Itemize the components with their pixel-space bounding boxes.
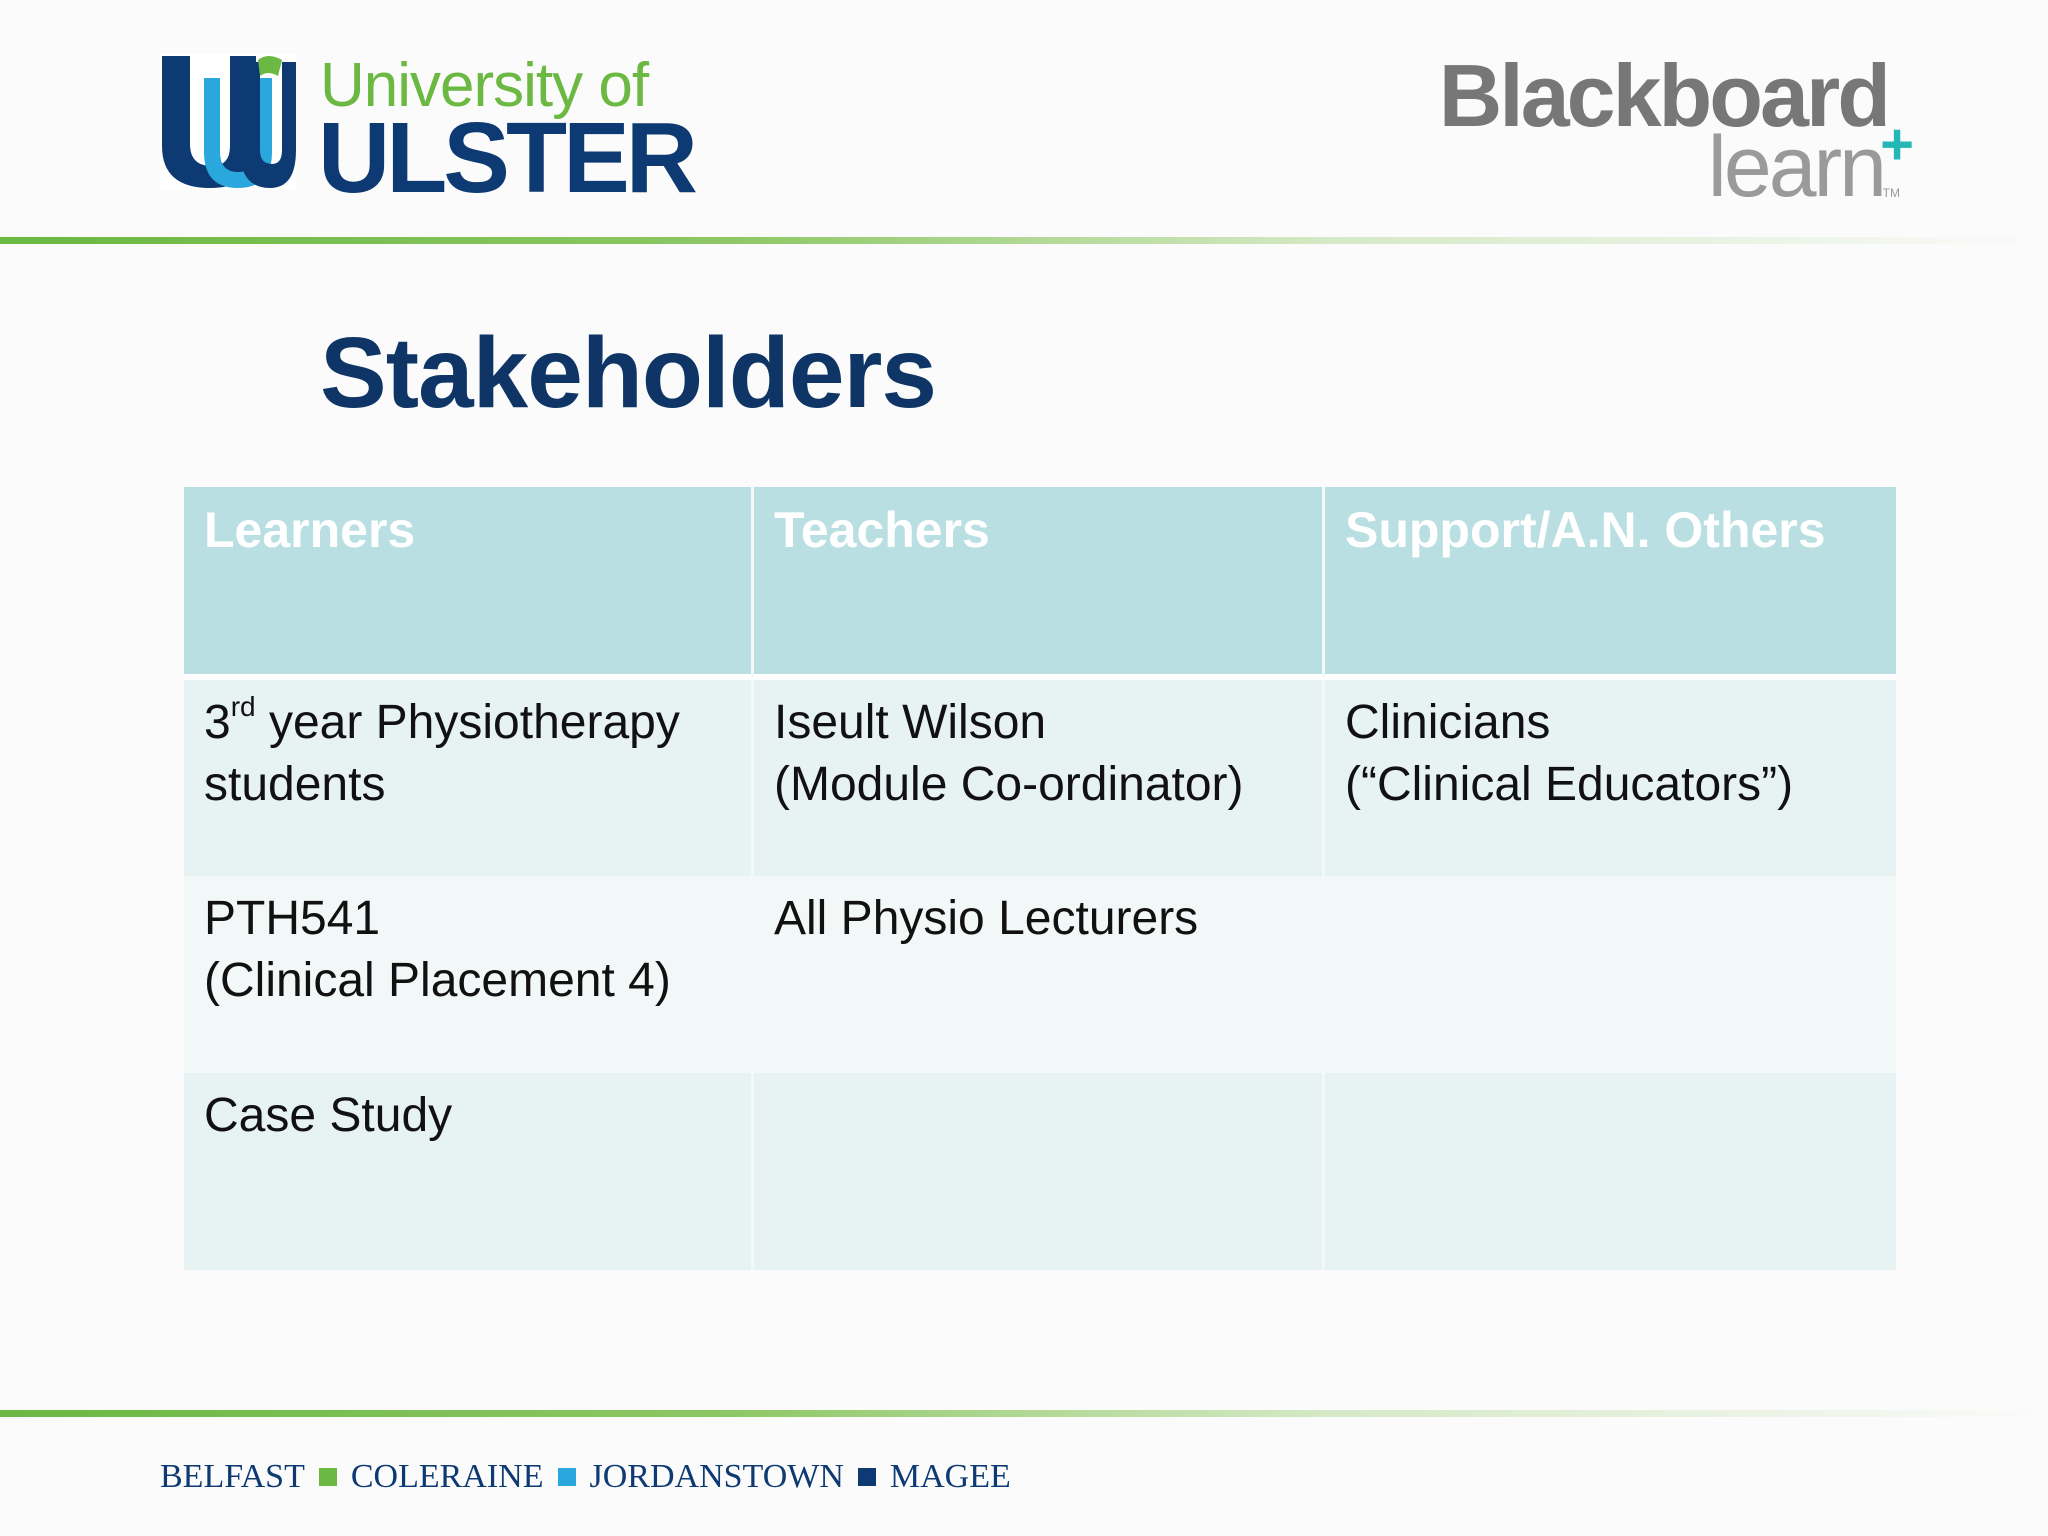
blackboard-wordmark: Blackboard — [1438, 46, 1888, 145]
footer-divider — [0, 1410, 2048, 1417]
campus-coleraine: COLERAINE — [350, 1458, 544, 1495]
navy-square-icon — [858, 1468, 876, 1486]
table-cell-support-row3 — [1325, 1073, 1896, 1270]
cell-line: students — [204, 758, 386, 811]
blue-square-icon — [558, 1468, 576, 1486]
university-of-ulster-logo — [160, 50, 694, 214]
cell-line: (Module Co-ordinator) — [774, 758, 1244, 811]
cell-line: PTH541 — [204, 892, 381, 945]
ulster-logo-mark-icon — [160, 54, 296, 190]
plus-icon: + — [1880, 112, 1914, 177]
cell-line: (Clinical Placement 4) — [204, 954, 671, 1007]
green-square-icon — [319, 1468, 337, 1486]
cell-line: Iseult Wilson — [774, 696, 1047, 749]
table-cell-learners-row3 — [184, 1073, 754, 1270]
ordinal-number: 3 — [204, 696, 231, 749]
cell-text: year Physiotherapy — [255, 696, 680, 749]
cell-line: (“Clinical Educators”) — [1345, 758, 1794, 811]
trademark-mark: TM — [1882, 186, 1900, 200]
slide-title: Stakeholders — [320, 317, 937, 429]
ulster-label: ULSTER — [318, 102, 694, 214]
campus-magee: MAGEE — [889, 1458, 1011, 1495]
campus-belfast: BELFAST — [160, 1458, 305, 1495]
campus-jordanstown: JORDANSTOWN — [589, 1458, 844, 1495]
table-cell-teachers-row2 — [754, 876, 1325, 1073]
table-cell-support-row1 — [1325, 680, 1896, 876]
campus-footer — [160, 1458, 1011, 1496]
header-divider — [0, 237, 2048, 244]
table-cell-learners-row2 — [184, 876, 754, 1073]
table-cell-learners-row1 — [184, 680, 754, 876]
blackboard-learn-logo — [1408, 46, 1928, 215]
table-header-teachers: Teachers — [754, 487, 1325, 680]
table-header-learners: Learners — [184, 487, 754, 680]
table-header-support: Support/A.N. Others — [1325, 487, 1896, 680]
cell-line — [204, 692, 731, 754]
table-cell-teachers-row3 — [754, 1073, 1325, 1270]
table-cell-support-row2 — [1325, 876, 1896, 1073]
university-of-label: University of — [320, 51, 649, 120]
cell-line: Case Study — [204, 1089, 453, 1142]
ordinal-suffix: rd — [230, 691, 256, 722]
table-cell-teachers-row1 — [754, 680, 1325, 876]
cell-line: All Physio Lecturers — [774, 892, 1199, 945]
cell-line: Clinicians — [1345, 696, 1551, 749]
stakeholders-table — [184, 487, 1896, 1270]
learn-wordmark: learn — [1707, 119, 1884, 215]
